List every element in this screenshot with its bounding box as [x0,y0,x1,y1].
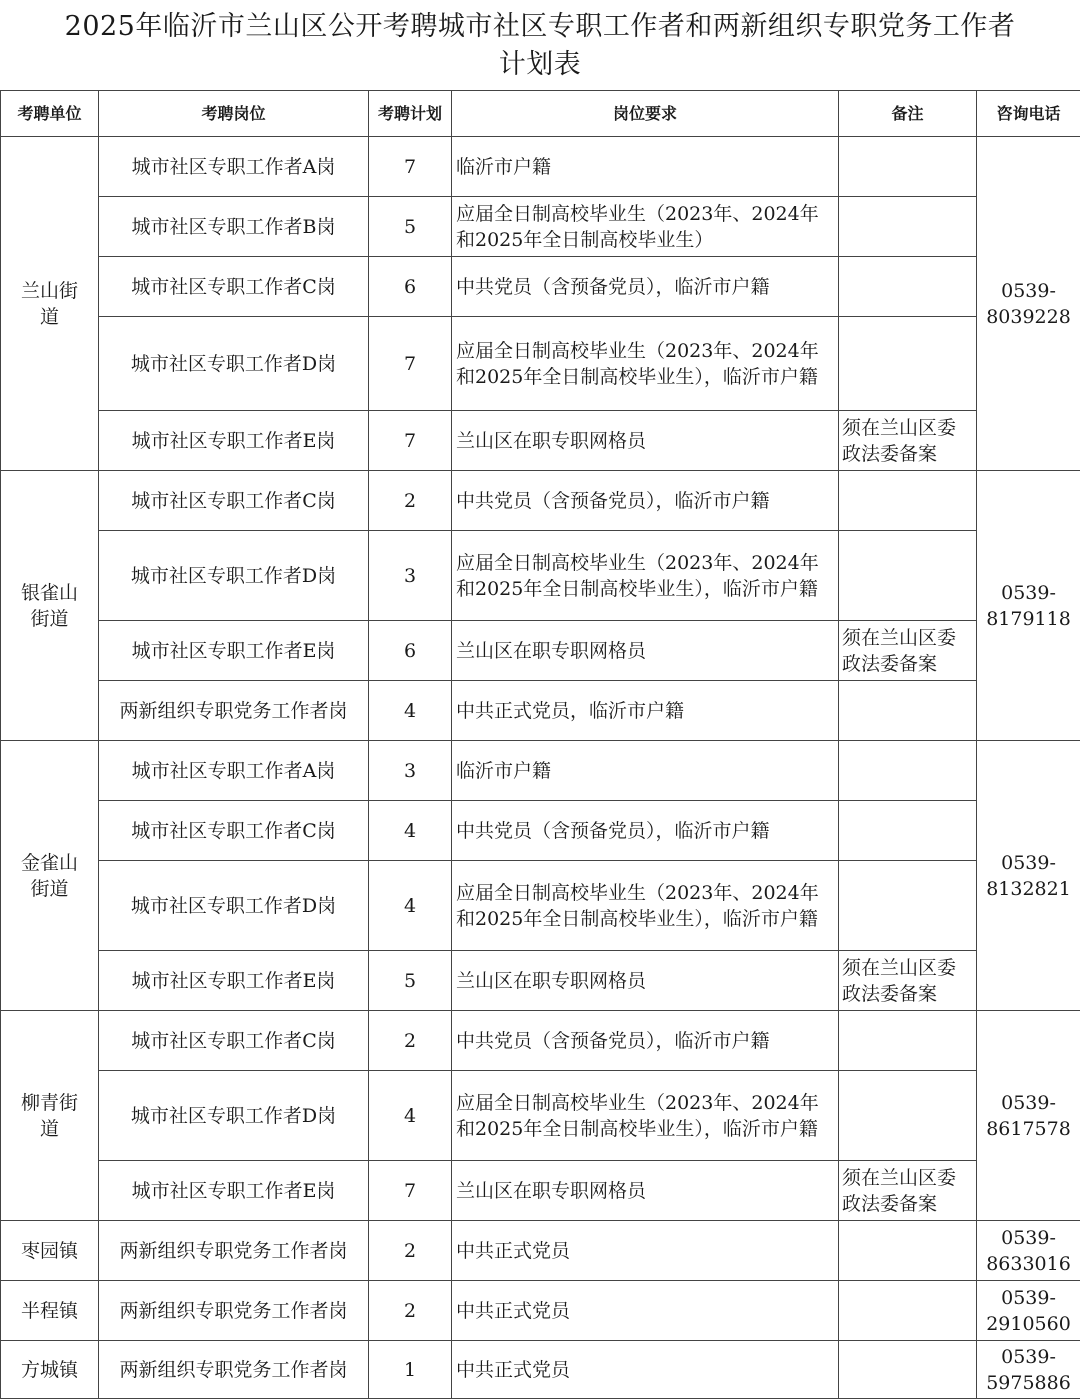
table-row [1,1341,1080,1399]
table-row [1,411,1080,471]
table-row [1,257,1080,317]
table-row [1,1221,1080,1281]
table-row [1,1281,1080,1341]
post-cell: 城市社区专职工作者A岗 [99,741,369,801]
post-cell: 两新组织专职党务工作者岗 [99,1341,369,1399]
header-phone: 咨询电话 [977,91,1080,137]
requirement-cell: 中共正式党员 [452,1221,839,1281]
requirement-cell: 中共正式党员 [452,1281,839,1341]
plan-cell: 7 [369,137,452,197]
requirement-cell: 应届全日制高校毕业生（2023年、2024年和2025年全日制高校毕业生），临沂市户籍 [452,861,839,951]
table-row [1,741,1080,801]
note-cell: 须在兰山区委政法委备案 [839,1161,977,1221]
unit-cell: 兰山街道 [1,137,99,471]
phone-cell: 0539-5975886 [977,1341,1080,1399]
post-cell: 城市社区专职工作者C岗 [99,801,369,861]
note-cell [839,1011,977,1071]
table-row [1,951,1080,1011]
header-post: 考聘岗位 [99,91,369,137]
requirement-cell: 应届全日制高校毕业生（2023年、2024年和2025年全日制高校毕业生），临沂市户籍 [452,1071,839,1161]
requirement-cell: 中共党员（含预备党员），临沂市户籍 [452,471,839,531]
plan-cell: 5 [369,197,452,257]
plan-cell: 3 [369,531,452,621]
plan-cell: 1 [369,1341,452,1399]
unit-cell: 柳青街道 [1,1011,99,1221]
note-cell [839,1281,977,1341]
post-cell: 城市社区专职工作者A岗 [99,137,369,197]
plan-cell: 5 [369,951,452,1011]
header-row [1,91,1080,137]
unit-cell: 银雀山街道 [1,471,99,741]
note-cell [839,257,977,317]
plan-table [0,90,1080,1399]
unit-cell: 半程镇 [1,1281,99,1341]
note-cell [839,317,977,411]
note-cell: 须在兰山区委政法委备案 [839,621,977,681]
plan-cell: 3 [369,741,452,801]
note-cell [839,197,977,257]
note-cell [839,801,977,861]
post-cell: 城市社区专职工作者D岗 [99,1071,369,1161]
table-row [1,317,1080,411]
title-line-2: 计划表 [0,46,1080,84]
table-row [1,621,1080,681]
table-row [1,861,1080,951]
note-cell [839,531,977,621]
header-note: 备注 [839,91,977,137]
table-row [1,681,1080,741]
table-row [1,531,1080,621]
requirement-cell: 兰山区在职专职网格员 [452,951,839,1011]
plan-cell: 4 [369,861,452,951]
phone-cell: 0539-8132821 [977,741,1080,1011]
header-requirement: 岗位要求 [452,91,839,137]
phone-cell: 0539-8039228 [977,137,1080,471]
requirement-cell: 中共党员（含预备党员），临沂市户籍 [452,801,839,861]
requirement-cell: 应届全日制高校毕业生（2023年、2024年和2025年全日制高校毕业生），临沂市户籍 [452,531,839,621]
post-cell: 城市社区专职工作者D岗 [99,531,369,621]
post-cell: 城市社区专职工作者E岗 [99,411,369,471]
requirement-cell: 兰山区在职专职网格员 [452,411,839,471]
note-cell [839,471,977,531]
post-cell: 城市社区专职工作者E岗 [99,951,369,1011]
post-cell: 两新组织专职党务工作者岗 [99,1221,369,1281]
plan-cell: 4 [369,801,452,861]
table-row [1,1011,1080,1071]
plan-cell: 4 [369,1071,452,1161]
note-cell [839,861,977,951]
note-cell: 须在兰山区委政法委备案 [839,951,977,1011]
phone-cell: 0539-8179118 [977,471,1080,741]
plan-cell: 2 [369,1011,452,1071]
phone-cell: 0539-8617578 [977,1011,1080,1221]
plan-cell: 7 [369,317,452,411]
table-row [1,1071,1080,1161]
note-cell [839,1341,977,1399]
requirement-cell: 应届全日制高校毕业生（2023年、2024年和2025年全日制高校毕业生），临沂市户籍 [452,317,839,411]
requirement-cell: 中共正式党员 [452,1341,839,1399]
plan-cell: 2 [369,1221,452,1281]
title-line-1: 2025年临沂市兰山区公开考聘城市社区专职工作者和两新组织专职党务工作者 [0,8,1080,46]
table-row [1,801,1080,861]
plan-cell: 6 [369,257,452,317]
post-cell: 城市社区专职工作者B岗 [99,197,369,257]
requirement-cell: 中共党员（含预备党员），临沂市户籍 [452,257,839,317]
table-row [1,197,1080,257]
unit-cell: 方城镇 [1,1341,99,1399]
post-cell: 两新组织专职党务工作者岗 [99,681,369,741]
plan-cell: 7 [369,411,452,471]
note-cell [839,681,977,741]
requirement-cell: 兰山区在职专职网格员 [452,621,839,681]
note-cell [839,1221,977,1281]
phone-cell: 0539-2910560 [977,1281,1080,1341]
table-row [1,471,1080,531]
requirement-cell: 中共党员（含预备党员），临沂市户籍 [452,1011,839,1071]
note-cell: 须在兰山区委政法委备案 [839,411,977,471]
plan-cell: 6 [369,621,452,681]
page-title [0,8,1080,84]
post-cell: 城市社区专职工作者D岗 [99,861,369,951]
post-cell: 城市社区专职工作者D岗 [99,317,369,411]
note-cell [839,137,977,197]
note-cell [839,741,977,801]
plan-cell: 2 [369,471,452,531]
plan-cell: 7 [369,1161,452,1221]
unit-cell: 金雀山街道 [1,741,99,1011]
requirement-cell: 应届全日制高校毕业生（2023年、2024年和2025年全日制高校毕业生） [452,197,839,257]
unit-cell: 枣园镇 [1,1221,99,1281]
phone-cell: 0539-8633016 [977,1221,1080,1281]
post-cell: 城市社区专职工作者C岗 [99,1011,369,1071]
plan-cell: 2 [369,1281,452,1341]
post-cell: 城市社区专职工作者C岗 [99,257,369,317]
header-unit: 考聘单位 [1,91,99,137]
plan-cell: 4 [369,681,452,741]
table-body [1,137,1080,1399]
post-cell: 城市社区专职工作者E岗 [99,621,369,681]
requirement-cell: 兰山区在职专职网格员 [452,1161,839,1221]
table-row [1,1161,1080,1221]
requirement-cell: 中共正式党员，临沂市户籍 [452,681,839,741]
post-cell: 两新组织专职党务工作者岗 [99,1281,369,1341]
post-cell: 城市社区专职工作者E岗 [99,1161,369,1221]
requirement-cell: 临沂市户籍 [452,137,839,197]
post-cell: 城市社区专职工作者C岗 [99,471,369,531]
note-cell [839,1071,977,1161]
table-row [1,137,1080,197]
requirement-cell: 临沂市户籍 [452,741,839,801]
header-plan: 考聘计划 [369,91,452,137]
